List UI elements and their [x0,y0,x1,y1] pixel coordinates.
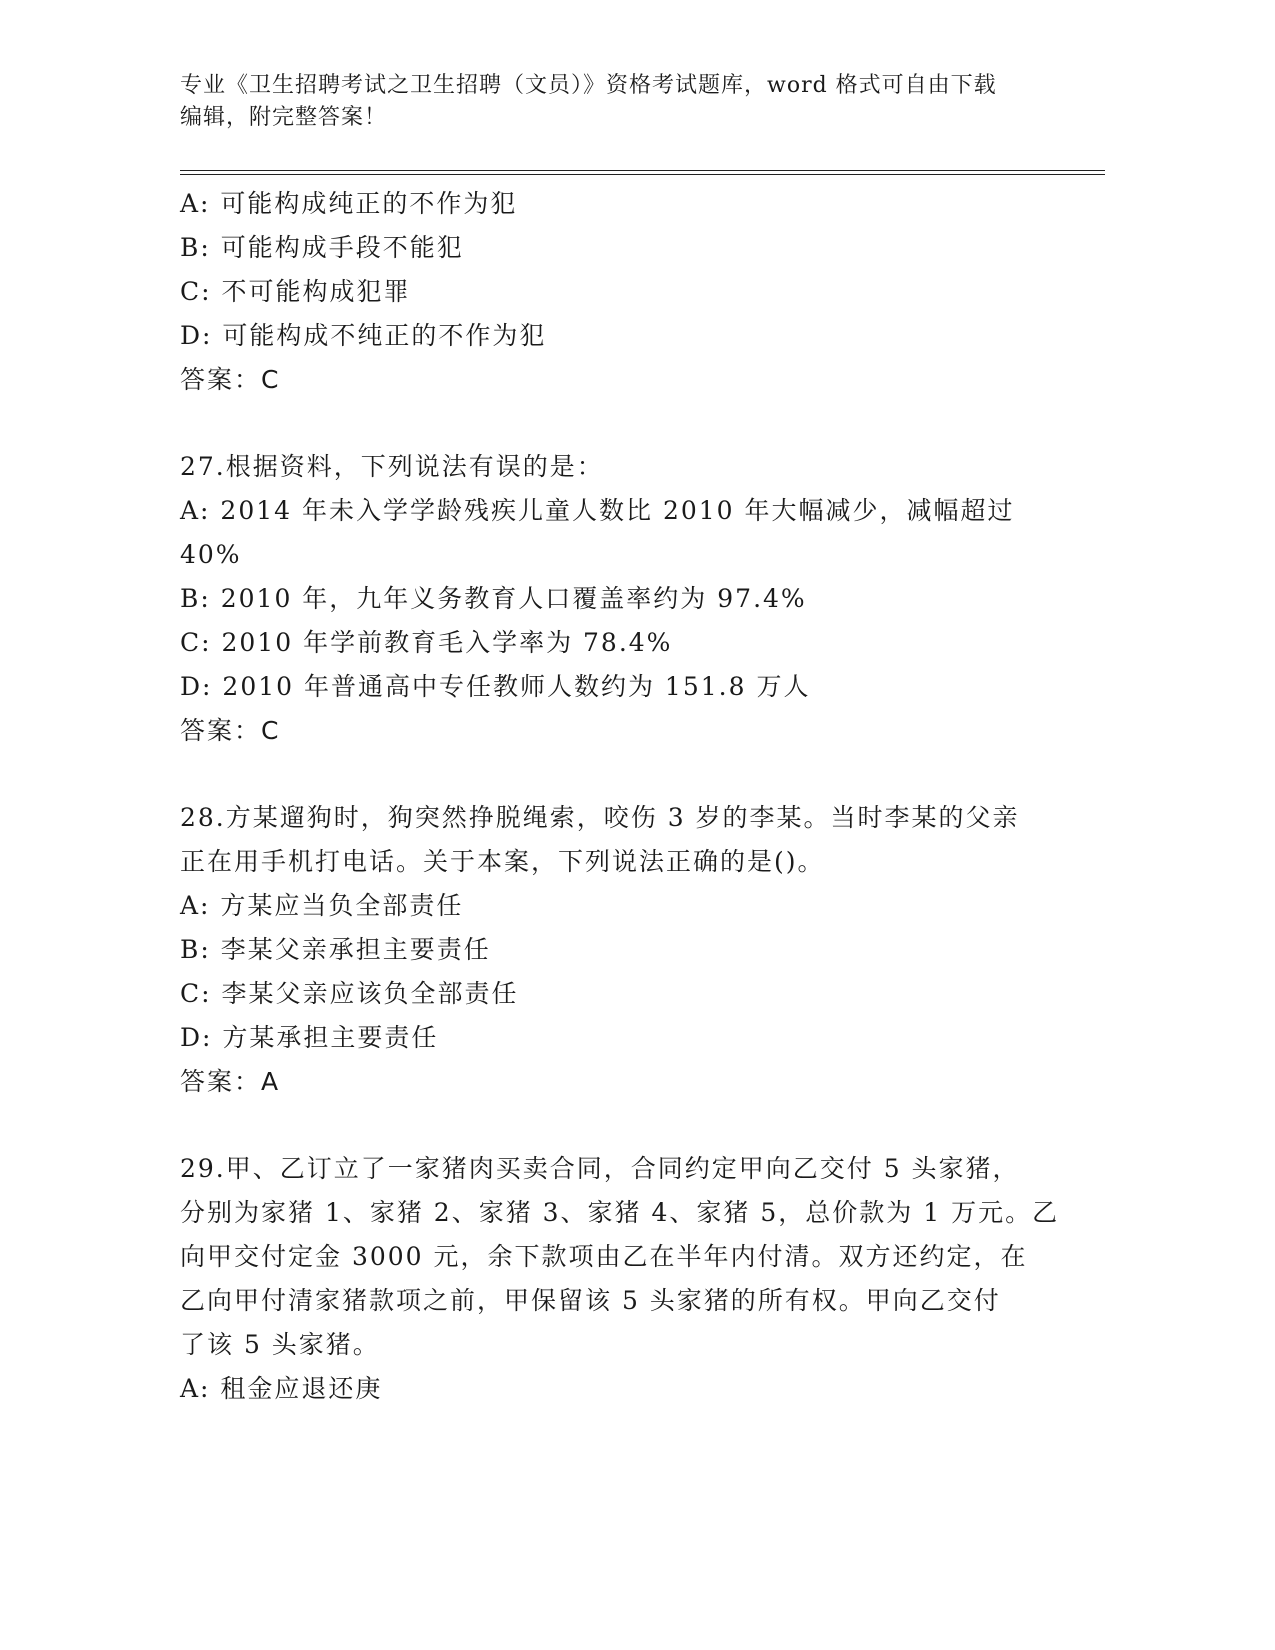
question-28 [180,796,1060,1104]
question-stem-line-3: 向甲交付定金 3000 元，余下款项由乙在半年内付清。双方还约定，在 [180,1242,1028,1271]
option-a-continued: 40% [180,540,242,569]
question-29 [180,1147,1060,1411]
option-d: D: 2010 年普通高中专任教师人数约为 151.8 万人 [180,672,811,701]
question-26 [180,182,1060,402]
question-stem-line-1: 29.甲、乙订立了一家猪肉买卖合同，合同约定甲向乙交付 5 头家猪， [180,1154,1020,1183]
question-stem: 27.根据资料，下列说法有误的是： [180,452,604,481]
option-d: D: 可能构成不纯正的不作为犯 [180,321,547,350]
option-c: C: 李某父亲应该负全部责任 [180,979,519,1008]
option-a: A: 2014 年未入学学龄残疾儿童人数比 2010 年大幅减少，减幅超过 [180,496,1015,525]
spacer [180,402,1060,445]
question-stem-line-5: 了该 5 头家猪。 [180,1330,380,1359]
option-a: A: 方某应当负全部责任 [180,891,464,920]
header-divider-top [180,170,1105,171]
option-d: D: 方某承担主要责任 [180,1023,439,1052]
question-27 [180,445,1060,753]
option-b: B: 李某父亲承担主要责任 [180,935,491,964]
answer-label: 答案：C [180,716,281,745]
spacer [180,1104,1060,1147]
option-b: B: 2010 年，九年义务教育人口覆盖率约为 97.4% [180,584,807,613]
question-list [180,182,1060,1411]
document-header [180,70,1060,134]
question-stem-line-2: 正在用手机打电话。关于本案，下列说法正确的是()。 [180,847,825,876]
question-stem-line-1: 28.方某遛狗时，狗突然挣脱绳索，咬伤 3 岁的李某。当时李某的父亲 [180,803,1020,832]
spacer [180,753,1060,796]
question-stem-line-4: 乙向甲付清家猪款项之前，甲保留该 5 头家猪的所有权。甲向乙交付 [180,1286,1001,1315]
answer-label: 答案：A [180,1067,281,1096]
option-c: C: 不可能构成犯罪 [180,277,411,306]
option-a: A: 可能构成纯正的不作为犯 [180,189,518,218]
option-c: C: 2010 年学前教育毛入学率为 78.4% [180,628,673,657]
option-a: A: 租金应退还庚 [180,1374,383,1403]
answer-label: 答案：C [180,365,281,394]
header-divider-bottom [180,174,1105,175]
option-b: B: 可能构成手段不能犯 [180,233,464,262]
header-line-2: 编辑，附完整答案！ [180,105,388,130]
question-stem-line-2: 分别为家猪 1、家猪 2、家猪 3、家猪 4、家猪 5，总价款为 1 万元。乙 [180,1198,1060,1227]
header-line-1: 专业《卫生招聘考试之卫生招聘（文员）》资格考试题库，word 格式可自由下载 [180,73,997,98]
